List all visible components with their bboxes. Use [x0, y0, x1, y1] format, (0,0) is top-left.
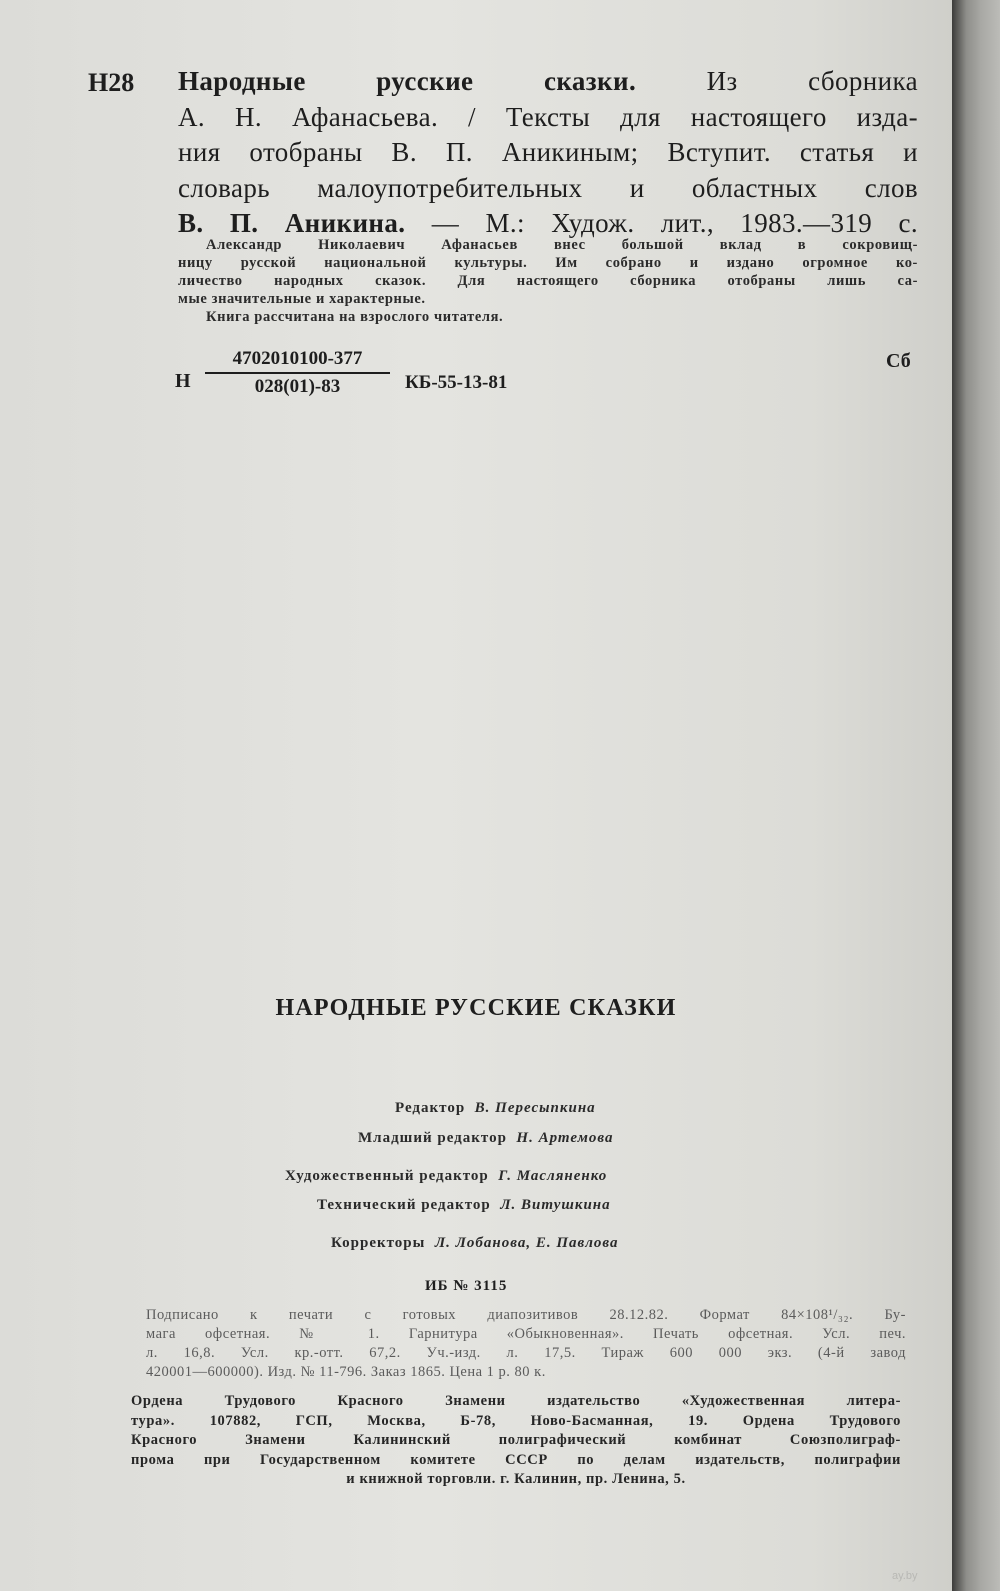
publisher-line: прома при Государственном комитете СССР по делам издательств, полиграфии: [131, 1451, 901, 1468]
ib-number: ИБ № 3115: [425, 1278, 508, 1294]
classification-fraction: [205, 348, 390, 398]
publisher-line: и книжной торговли. г. Калинин, пр. Ленина, 5.: [346, 1471, 686, 1487]
book-title-bold: Народные русские сказки.: [178, 66, 637, 96]
imprint-line: Подписано к печати с готовых диапозитивов 28.12.82. Формат 84×108¹/₃₂. Бу-: [146, 1307, 906, 1323]
catalog-code: Н28: [88, 68, 135, 97]
fraction-numerator: 4702010100-377: [205, 348, 390, 374]
credit-tech-editor: Технический редактор Л. Витушкина: [317, 1197, 611, 1213]
bibliographic-entry: [178, 64, 918, 242]
book-title: НАРОДНЫЕ РУССКИЕ СКАЗКИ: [275, 995, 677, 1021]
classification-letter: Н: [175, 370, 191, 392]
credit-proofreaders: Корректоры Л. Лобанова, Е. Павлова: [331, 1235, 619, 1251]
imprint-line: 420001—600000). Изд. № 11-796. Заказ 1865. Цена 1 р. 80 к.: [146, 1364, 546, 1380]
imprint-line: мага офсетная. № 1. Гарнитура «Обыкновенная». Печать офсетная. Усл. печ.: [146, 1326, 906, 1342]
classification-index: Сб: [886, 350, 911, 372]
publisher-line: Красного Знамени Калининский полиграфический комбинат Союзполиграф-: [131, 1432, 901, 1448]
fraction-denominator: 028(01)-83: [254, 376, 341, 397]
publisher-line: тура». 107882, ГСП, Москва, Б-78, Ново-Басманная, 19. Ордена Трудового: [131, 1412, 901, 1429]
biblio-line: В. П. Аникина. — М.: Худож. лит., 1983.—319 с.: [178, 208, 918, 238]
annotation: [178, 236, 918, 326]
credit-editor: Редактор В. Пересыпкина: [395, 1100, 596, 1116]
annotation-line: ницу русской национальной культуры. Им собрано и издано огромное ко-: [178, 255, 918, 271]
kb-code: КБ-55-13-81: [405, 372, 508, 393]
annotation-line: мые значительные и характерные.: [178, 291, 426, 307]
biblio-line: А. Н. Афанасьева. / Тексты для настоящего изда-: [178, 101, 918, 132]
credit-junior-editor: Младший редактор Н. Артемова: [358, 1130, 614, 1146]
imprint-line: л. 16,8. Усл. кр.-отт. 67,2. Уч.-изд. л. 17,5. Тираж 600 000 экз. (4-й завод: [146, 1345, 906, 1361]
publisher-line: Ордена Трудового Красного Знамени издательство «Художественная литера-: [131, 1393, 901, 1409]
annotation-line: Александр Николаевич Афанасьев внес большой вклад в сокровищ-: [206, 237, 918, 253]
biblio-line: ния отобраны В. П. Аникиным; Вступит. статья и: [178, 137, 918, 167]
publisher-info: [131, 1392, 901, 1490]
print-imprint: [146, 1306, 906, 1382]
biblio-line: Народные русские сказки. Из сборника: [178, 66, 918, 96]
page-edge-shadow: [952, 0, 1000, 1591]
credit-art-editor: Художественный редактор Г. Масляненко: [285, 1168, 608, 1184]
watermark: ay.by: [892, 1570, 918, 1582]
biblio-line: словарь малоупотребительных и областных слов: [178, 172, 918, 203]
annotation-line: личество народных сказок. Для настоящего сборника отобраны лишь са-: [178, 273, 918, 289]
author-name-bold: В. П. Аникина.: [178, 208, 406, 238]
annotation-line: Книга рассчитана на взрослого читателя.: [206, 309, 504, 325]
